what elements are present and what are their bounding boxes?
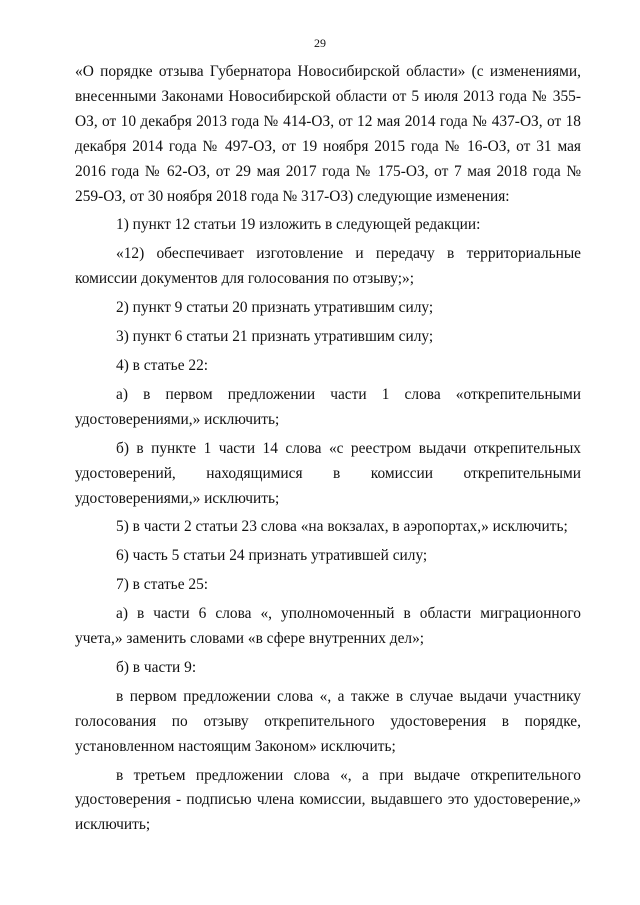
paragraph: в первом предложении слова «, а также в случае выдачи участнику голосования по отзыву открепительного удостоверения в порядке, установленном настоящим Законом» исключить; <box>75 687 581 755</box>
page-number: 29 <box>314 36 326 50</box>
paragraph: б) в пункте 1 части 14 слова «с реестром выдачи открепительных удостоверений, находящимися в комиссии открепительными удостоверениями,» исключить; <box>75 439 581 507</box>
document-body <box>75 60 581 838</box>
paragraph: 7) в статье 25: <box>116 576 209 594</box>
paragraph: б) в части 9: <box>116 658 197 676</box>
paragraph: 5) в части 2 статьи 23 слова «на вокзалах, в аэропортах,» исключить; <box>116 518 568 536</box>
paragraph: а) в первом предложении части 1 слова «открепительными удостоверениями,» исключить; <box>75 385 581 428</box>
paragraph: 1) пункт 12 статьи 19 изложить в следующей редакции: <box>116 216 481 234</box>
paragraph: 3) пункт 6 статьи 21 признать утратившим силу; <box>116 328 434 346</box>
paragraph: а) в части 6 слова «, уполномоченный в области миграционного учета,» заменить словами «в сфере внутренних дел»; <box>75 605 581 648</box>
paragraph: 6) часть 5 статьи 24 признать утратившей силу; <box>116 547 428 565</box>
paragraph: 4) в статье 22: <box>116 356 209 374</box>
paragraph: «12) обеспечивает изготовление и передачу в территориальные комиссии документов для голосования по отзыву;»; <box>75 245 581 288</box>
paragraph: в третьем предложении слова «, а при выдаче открепительного удостоверения - подписью члена комиссии, выдавшего это удостоверение,» исключить; <box>75 766 581 834</box>
paragraph-law-title: «О порядке отзыва Губернатора Новосибирской области» (с изменениями, внесенными Законами Новосибирской области от 5 июля 2013 года № 355-ОЗ, от 10 декабря 2013 года № 414-ОЗ, от 12 мая 2014 года № 437-ОЗ, от 18 декабря 2014 года № 497-ОЗ, от 19 ноября 2015 года № 16-ОЗ, от 31 мая 2016 года № 62-ОЗ, от 29 мая 2017 года № 175-ОЗ, от 7 мая 2018 года № 259-ОЗ, от 30 ноября 2018 года № 317-ОЗ) следующие изменения: <box>75 63 581 205</box>
paragraph: 2) пункт 9 статьи 20 признать утратившим силу; <box>116 299 434 317</box>
